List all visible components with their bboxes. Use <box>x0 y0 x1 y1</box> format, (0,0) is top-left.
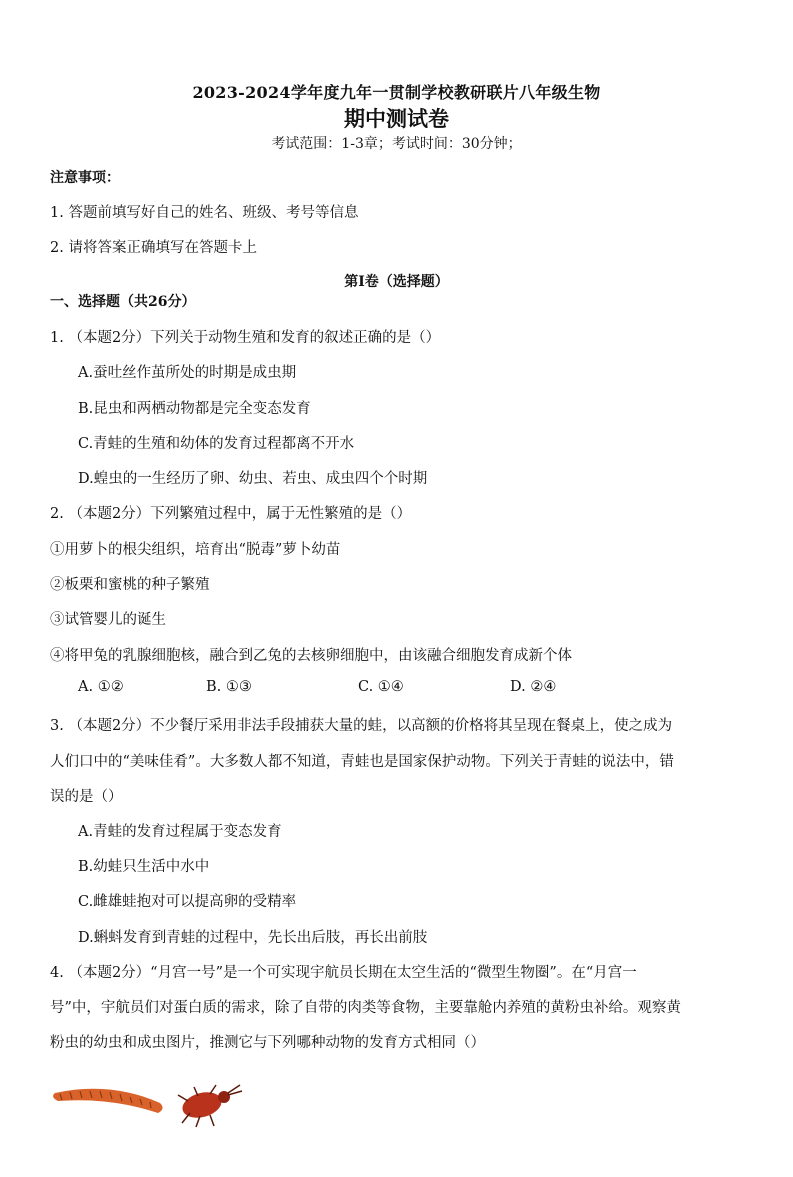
mealworm-figure <box>50 1075 280 1135</box>
question-stem: 2. （本题2分）下列繁殖过程中，属于无性繁殖的是（） <box>50 506 412 522</box>
option-c: C.雌雄蛙抱对可以提高卵的受精率 <box>78 894 297 910</box>
statement: ②板栗和蜜桃的种子繁殖 <box>50 577 210 593</box>
option-c: C.青蛙的生殖和幼体的发育过程都离不开水 <box>78 436 355 452</box>
option-d: D.蝗虫的一生经历了卵、幼虫、若虫、成虫四个个时期 <box>78 471 428 487</box>
statement: ④将甲兔的乳腺细胞核，融合到乙兔的去核卵细胞中，由该融合细胞发育成新个体 <box>50 648 572 664</box>
volume-title: 第Ⅰ卷（选择题） <box>344 274 449 290</box>
question-stem-line: 粉虫的幼虫和成虫图片，推测它与下列哪种动物的发育方式相同（） <box>50 1035 485 1051</box>
exam-title-line1: 2023-2024学年度九年一贯制学校教研联片八年级生物 <box>192 83 601 102</box>
option-b: B.幼蛙只生活中水中 <box>78 859 210 875</box>
option-d: D. ②④ <box>510 679 557 695</box>
option-b: B. ①③ <box>206 679 252 695</box>
option-a: A.青蛙的发育过程属于变态发育 <box>78 824 282 840</box>
statement: ①用萝卜的根尖组织，培育出“脱毒”萝卜幼苗 <box>50 542 341 558</box>
section-title: 一、选择题（共26分） <box>50 294 196 310</box>
mealworm-figure-svg <box>50 1075 280 1135</box>
question-stem: 1. （本题2分）下列关于动物生殖和发育的叙述正确的是（） <box>50 330 441 346</box>
notes-heading: 注意事项： <box>50 170 120 186</box>
exam-title-line2: 期中测试卷 <box>344 106 449 131</box>
exam-scope: 考试范围：1-3章；考试时间：30分钟； <box>271 136 522 152</box>
option-a: A. ①② <box>78 679 124 695</box>
option-b: B.昆虫和两栖动物都是完全变态发育 <box>78 401 311 417</box>
note-item: 1. 答题前填写好自己的姓名、班级、考号等信息 <box>50 205 359 221</box>
question-stem-line: 人们口中的“美味佳肴”。大多数人都不知道，青蛙也是国家保护动物。下列关于青蛙的说法中，错 <box>50 754 674 770</box>
option-c: C. ①④ <box>358 679 404 695</box>
larva-icon <box>53 1089 162 1113</box>
option-d: D.蝌蚪发育到青蛙的过程中，先长出后肢，再长出前肢 <box>78 930 428 946</box>
question-stem-line: 4. （本题2分）“月宫一号”是一个可实现宇航员长期在太空生活的“微型生物圈”。在“月宫一 <box>50 965 637 981</box>
statement: ③试管婴儿的诞生 <box>50 612 166 628</box>
question-stem-line: 误的是（） <box>50 789 123 805</box>
question-stem-line: 号”中，宇航员们对蛋白质的需求，除了自带的肉类等食物，主要靠舱内养殖的黄粉虫补给。观察黄 <box>50 1000 681 1016</box>
question-stem-line: 3. （本题2分）不少餐厅采用非法手段捕获大量的蛙，以高额的价格将其呈现在餐桌上，使之成为 <box>50 718 673 734</box>
note-item: 2. 请将答案正确填写在答题卡上 <box>50 240 257 256</box>
beetle-icon <box>178 1085 242 1127</box>
option-a: A.蚕吐丝作茧所处的时期是成虫期 <box>78 365 297 381</box>
